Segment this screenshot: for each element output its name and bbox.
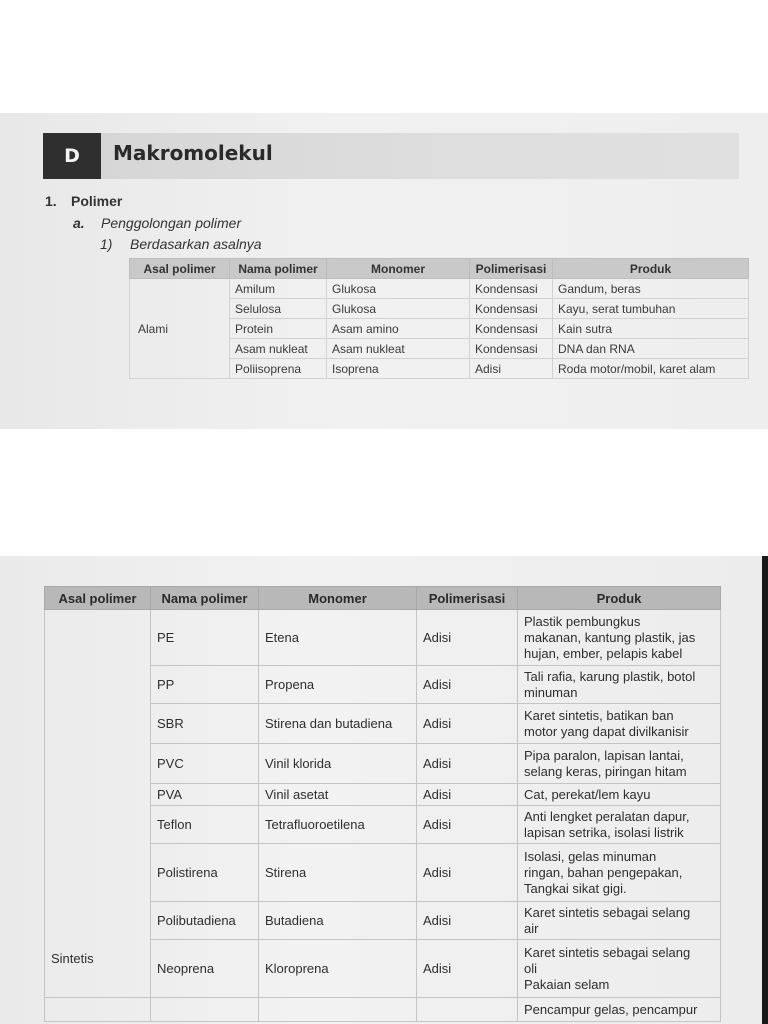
bottom-page-photo xyxy=(0,556,768,1024)
table-row xyxy=(45,610,721,666)
cell-polimerisasi: Adisi xyxy=(417,940,518,998)
cell-monomer: Vinil asetat xyxy=(259,784,417,806)
cell-nama: Protein xyxy=(230,319,327,339)
heading-polimer xyxy=(45,193,122,209)
produk-line: Cat, perekat/lem kayu xyxy=(524,786,651,802)
cell-polimerisasi: Kondensasi xyxy=(470,319,553,339)
cell-nama: Asam nukleat xyxy=(230,339,327,359)
cell-polimerisasi: Adisi xyxy=(417,784,518,806)
produk-line: oli xyxy=(524,960,538,976)
cell-produk xyxy=(518,806,721,844)
origin-cell-alami: Alami xyxy=(130,279,230,379)
col-header-monomer: Monomer xyxy=(259,587,417,610)
cell-nama: SBR xyxy=(151,704,259,744)
synthetic-table-body xyxy=(45,610,721,1022)
cell-monomer: Glukosa xyxy=(327,299,470,319)
produk-line: Karet sintetis, batikan ban xyxy=(524,707,674,723)
cell-monomer: Isoprena xyxy=(327,359,470,379)
cell-nama: Polistirena xyxy=(151,844,259,902)
cell-produk: Roda motor/mobil, karet alam xyxy=(553,359,749,379)
section-header-bar xyxy=(43,133,739,179)
produk-line: selang keras, piringan hitam xyxy=(524,763,687,779)
cell-nama xyxy=(151,998,259,1022)
cell-monomer: Propena xyxy=(259,666,417,704)
produk-line: Plastik pembungkus xyxy=(524,613,641,629)
col-header-polimerisasi: Polimerisasi xyxy=(417,587,518,610)
cell-nama: Amilum xyxy=(230,279,327,299)
origin-cell-sintetis: Sintetis xyxy=(45,610,151,998)
col-header-produk: Produk xyxy=(553,259,749,279)
cell-polimerisasi: Kondensasi xyxy=(470,339,553,359)
heading-berdasarkan-asal xyxy=(100,236,262,252)
synthetic-polymer-table xyxy=(44,586,721,1022)
table-header-row xyxy=(45,587,721,610)
cell-produk: Gandum, beras xyxy=(553,279,749,299)
produk-line: Pakaian selam xyxy=(524,976,610,992)
cell-nama: PVA xyxy=(151,784,259,806)
produk-line: hujan, ember, pelapis kabel xyxy=(524,645,683,661)
origin-cell-empty xyxy=(45,998,151,1022)
cell-polimerisasi: Kondensasi xyxy=(470,279,553,299)
produk-line: Karet sintetis sebagai selang xyxy=(524,944,691,960)
cell-polimerisasi: Adisi xyxy=(470,359,553,379)
cell-produk xyxy=(518,704,721,744)
col-header-asal: Asal polimer xyxy=(45,587,151,610)
heading-1-text: Polimer xyxy=(71,193,123,209)
col-header-monomer: Monomer xyxy=(327,259,470,279)
cell-monomer: Kloroprena xyxy=(259,940,417,998)
cell-polimerisasi: Adisi xyxy=(417,704,518,744)
cell-produk xyxy=(518,666,721,704)
cell-monomer: Etena xyxy=(259,610,417,666)
natural-polymer-table xyxy=(129,258,749,379)
cell-polimerisasi: Adisi xyxy=(417,806,518,844)
produk-line: makanan, kantung plastik, jas xyxy=(524,629,696,645)
cell-polimerisasi: Adisi xyxy=(417,610,518,666)
cell-nama: PP xyxy=(151,666,259,704)
produk-line: motor yang dapat divilkanisir xyxy=(524,723,689,739)
cell-produk xyxy=(518,998,721,1022)
cell-nama: Polibutadiena xyxy=(151,902,259,940)
cell-produk xyxy=(518,902,721,940)
table-header-row xyxy=(130,259,749,279)
cell-monomer: Asam amino xyxy=(327,319,470,339)
cell-nama: Teflon xyxy=(151,806,259,844)
table-row xyxy=(130,279,749,299)
cell-polimerisasi: Kondensasi xyxy=(470,299,553,319)
cell-produk xyxy=(518,744,721,784)
produk-line: Isolasi, gelas minuman xyxy=(524,848,657,864)
produk-line: Pencampur gelas, pencampur xyxy=(524,1001,698,1017)
produk-line: Karet sintetis sebagai selang xyxy=(524,904,691,920)
col-header-polimerisasi: Polimerisasi xyxy=(470,259,553,279)
heading-3-number: 1) xyxy=(100,236,113,252)
cell-monomer: Butadiena xyxy=(259,902,417,940)
cell-nama: Selulosa xyxy=(230,299,327,319)
cell-monomer: Asam nukleat xyxy=(327,339,470,359)
heading-penggolongan xyxy=(73,215,241,231)
heading-2-number: a. xyxy=(73,215,85,231)
produk-line: Anti lengket peralatan dapur, xyxy=(524,808,690,824)
heading-2-text: Penggolongan polimer xyxy=(101,215,242,231)
section-title: Makromolekul xyxy=(113,141,273,165)
col-header-nama: Nama polimer xyxy=(230,259,327,279)
produk-line: minuman xyxy=(524,684,578,700)
cell-polimerisasi: Adisi xyxy=(417,666,518,704)
table-row xyxy=(45,998,721,1022)
cell-nama: PVC xyxy=(151,744,259,784)
cell-produk xyxy=(518,844,721,902)
top-page-photo xyxy=(0,113,768,429)
cell-monomer xyxy=(259,998,417,1022)
cell-monomer: Vinil klorida xyxy=(259,744,417,784)
cell-nama: Neoprena xyxy=(151,940,259,998)
cell-polimerisasi: Adisi xyxy=(417,902,518,940)
produk-line: Pipa paralon, lapisan lantai, xyxy=(524,747,684,763)
cell-nama: PE xyxy=(151,610,259,666)
cell-produk: DNA dan RNA xyxy=(553,339,749,359)
section-letter-badge: D xyxy=(43,133,101,179)
produk-line: lapisan setrika, isolasi listrik xyxy=(524,824,684,840)
cell-polimerisasi: Adisi xyxy=(417,844,518,902)
cell-produk xyxy=(518,610,721,666)
cell-monomer: Tetrafluoroetilena xyxy=(259,806,417,844)
produk-line: Tangkai sikat gigi. xyxy=(524,880,627,896)
produk-line: ringan, bahan pengepakan, xyxy=(524,864,683,880)
cell-produk xyxy=(518,940,721,998)
cell-monomer: Stirena xyxy=(259,844,417,902)
heading-1-number: 1. xyxy=(45,193,57,209)
photo-dark-edge xyxy=(762,556,768,1024)
col-header-asal: Asal polimer xyxy=(130,259,230,279)
cell-nama: Poliisoprena xyxy=(230,359,327,379)
produk-line: Tali rafia, karung plastik, botol xyxy=(524,668,696,684)
cell-polimerisasi: Adisi xyxy=(417,744,518,784)
col-header-nama: Nama polimer xyxy=(151,587,259,610)
produk-line: air xyxy=(524,920,539,936)
cell-produk: Kayu, serat tumbuhan xyxy=(553,299,749,319)
cell-polimerisasi xyxy=(417,998,518,1022)
heading-3-text: Berdasarkan asalnya xyxy=(130,236,262,252)
col-header-produk: Produk xyxy=(518,587,721,610)
cell-monomer: Stirena dan butadiena xyxy=(259,704,417,744)
cell-produk xyxy=(518,784,721,806)
cell-monomer: Glukosa xyxy=(327,279,470,299)
cell-produk: Kain sutra xyxy=(553,319,749,339)
